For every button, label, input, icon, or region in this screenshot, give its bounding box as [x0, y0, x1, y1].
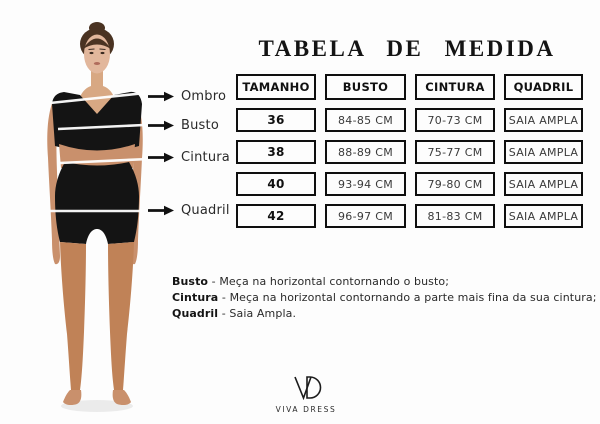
- right-arrow-icon: [148, 91, 174, 102]
- table-cell-hip: SAIA AMPLA: [504, 140, 583, 164]
- brand-logo: [268, 375, 344, 414]
- table-cell-size: 42: [236, 204, 316, 228]
- note-text: - Saia Ampla.: [218, 307, 297, 320]
- table-cell-size: 40: [236, 172, 316, 196]
- measure-label-quadril: [148, 202, 230, 218]
- note-text: - Meça na horizontal contornando a parte mais fina da sua cintura;: [218, 291, 597, 304]
- note-cintura: [172, 290, 597, 306]
- note-text: - Meça na horizontal contornando o busto;: [208, 275, 450, 288]
- table-cell-waist: 70-73 CM: [415, 108, 495, 132]
- note-busto: [172, 274, 597, 290]
- table-cell-bust: 96-97 CM: [325, 204, 406, 228]
- measure-label-text: Cintura: [181, 149, 230, 165]
- table-cell-waist: 75-77 CM: [415, 140, 495, 164]
- vd-monogram-icon: [289, 375, 323, 400]
- measure-label-text: Busto: [181, 117, 219, 133]
- size-table: [236, 74, 583, 228]
- column-header-busto: BUSTO: [325, 74, 406, 100]
- table-cell-waist: 79-80 CM: [415, 172, 495, 196]
- column-header-quadril: QUADRIL: [504, 74, 583, 100]
- table-cell-bust: 88-89 CM: [325, 140, 406, 164]
- column-header-tamanho: TAMANHO: [236, 74, 316, 100]
- column-header-cintura: CINTURA: [415, 74, 495, 100]
- table-cell-bust: 84-85 CM: [325, 108, 406, 132]
- note-term: Busto: [172, 275, 209, 288]
- right-arrow-icon: [148, 120, 174, 131]
- table-cell-waist: 81-83 CM: [415, 204, 495, 228]
- note-quadril: [172, 306, 597, 322]
- measure-label-ombro: [148, 88, 226, 104]
- measure-label-text: Quadril: [181, 202, 230, 218]
- model-photo: [36, 16, 154, 416]
- measuring-instructions: [172, 274, 597, 322]
- measure-label-text: Ombro: [181, 88, 227, 104]
- note-term: Quadril: [172, 307, 219, 320]
- table-cell-size: 36: [236, 108, 316, 132]
- right-arrow-icon: [148, 205, 174, 216]
- measure-label-cintura: [148, 149, 230, 165]
- note-term: Cintura: [172, 291, 219, 304]
- table-cell-hip: SAIA AMPLA: [504, 204, 583, 228]
- table-cell-size: 38: [236, 140, 316, 164]
- page-title: TABELA DE MEDIDA: [258, 36, 556, 61]
- table-cell-hip: SAIA AMPLA: [504, 108, 583, 132]
- right-arrow-icon: [148, 152, 174, 163]
- brand-name: VIVA DRESS: [275, 405, 337, 414]
- table-cell-bust: 93-94 CM: [325, 172, 406, 196]
- table-cell-hip: SAIA AMPLA: [504, 172, 583, 196]
- measure-label-busto: [148, 117, 219, 133]
